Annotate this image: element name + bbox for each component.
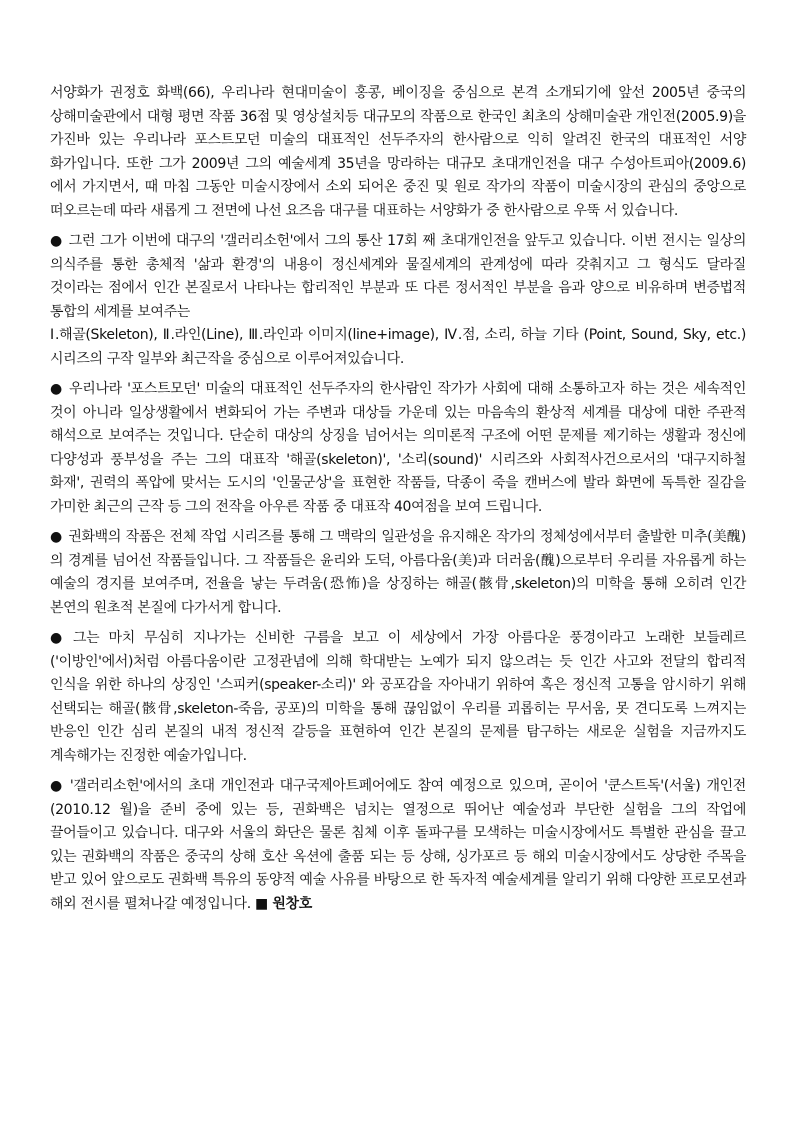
document-body	[50, 82, 746, 923]
bullet-icon: ●	[50, 630, 67, 646]
bullet-icon: ●	[50, 233, 63, 249]
paragraph-text: 그런 그가 이번에 대구의 '갤러리소헌'에서 그의 통산 17회 째 초대개인전을 앞두고 있습니다. 이번 전시는 일상의 의식주를 통한 총체적 '삶과 환경'의 내용이 정신세계와 물질세계의 관계성에 따라 갖춰지고 그 형식도 달라질 것이라는 점에서 인간 본질로서 나타나는 합리적인 부분과 또 다른 정서적인 부분을 음과 양으로 비유하며 변증법적 통합의 세계를 보여주는	[50, 233, 746, 320]
bullet-icon: ●	[50, 381, 64, 397]
paragraph-text: 서양화가 권정호 화백(66), 우리나라 현대미술이 홍콩, 베이징을 중심으로 본격 소개되기에 앞선 2005년 중국의 상해미술관에서 대형 평면 작품 36점 및 영상설치등 대규모의 작품으로 한국인 최초의 상해미술관 개인전(2005.9)을 가진바 있는 우리나라 포스트모던 미술의 대표적인 선두주자의 한사람으로 익히 알려진 한국의 대표적인 서양 화가입니다. 또한 그가 2009년 그의 예술세계 35년을 망라하는 대규모 초대개인전을 대구 수성아트피아(2009.6)에서 가지면서, 때 마침 그동안 미술시장에서 소외 되어온 중진 및 원로 작가의 작품이 미술시장의 관심의 중앙으로 떠오르는데 따라 새롭게 그 전면에 나선 요즈음 대구를 대표하는 서양화가 중 한사람으로 우뚝 서 있습니다.	[50, 85, 746, 219]
intro-paragraph	[50, 82, 746, 223]
baudelaire-paragraph	[50, 627, 746, 768]
exhibition-paragraph	[50, 230, 746, 371]
bullet-icon: ●	[50, 529, 63, 545]
paragraph-text: '갤러리소헌'에서의 초대 개인전과 대구국제아트페어에도 참여 예정으로 있으며, 곧이어 '쿤스트독'(서울) 개인전(2010.12 월)을 준비 중에 있는 등, 권화백은 넘치는 열정으로 뛰어난 예술성과 부단한 실험을 그의 작업에 끌어들이고 있습니다. 대구와 서울의 화단은 물론 침체 이후 돌파구를 모색하는 미술시장에서도 특별한 관심을 끌고 있는 권화백의 작품은 중국의 상해 호산 옥션에 출품 되는 등 상해, 싱가포르 등 해외 미술시장에서도 상당한 주목을 받고 있어 앞으로도 권화백 특유의 동양적 예술 사유를 바탕으로 한 독자적 예술세계를 알리기 위해 다양한 프로모션과 해외 전시를 펼쳐나갈 예정입니다.	[50, 778, 746, 912]
postmodern-paragraph	[50, 378, 746, 519]
series-list-text: Ⅰ.해골(Skeleton), Ⅱ.라인(Line), Ⅲ.라인과 이미지(line+image), Ⅳ.점, 소리, 하늘 기타 (Point, Sound, Sky, etc.)시리즈의 구작 일부와 최근작을 중심으로 이루어져있습니다.	[50, 327, 746, 367]
bullet-icon: ●	[50, 778, 64, 794]
author-signature: ■ 원창호	[254, 895, 312, 912]
aesthetics-paragraph	[50, 526, 746, 620]
paragraph-text: 우리나라 '포스트모던' 미술의 대표적인 선두주자의 한사람인 작가가 사회에 대해 소통하고자 하는 것은 세속적인 것이 아니라 일상생활에서 변화되어 가는 주변과 대상들 가운데 있는 마음속의 환상적 세계를 대상에 대한 주관적 해석으로 보여주는 것입니다. 단순히 대상의 상징을 넘어서는 의미론적 구조에 어떤 문제를 제기하는 생활과 정신에 다양성과 풍부성을 주는 그의 대표작 '해골(skeleton)', '소리(sound)' 시리즈와 사회적사건으로서의 '대구지하철 화재', 권력의 폭압에 맞서는 도시의 '인물군상'을 표현한 작품들, 닥종이 죽을 캔버스에 발라 화면에 독특한 질감을 가미한 최근의 근작 등 그의 전작을 아우른 작품 중 대표작 40여점을 보여 드립니다.	[50, 381, 746, 515]
paragraph-text: 권화백의 작품은 전체 작업 시리즈를 통해 그 맥락의 일관성을 유지해온 작가의 정체성에서부터 출발한 미추(美醜)의 경계를 넘어선 작품들입니다. 그 작품들은 윤리와 도덕, 아름다움(美)과 더러움(醜)으로부터 우리를 자유롭게 하는 예술의 경지를 보여주며, 전율을 낳는 두려움(恐怖)을 상징하는 해골(骸骨,skeleton)의 미학을 통해 오히려 인간 본연의 원초적 본질에 다가서게 합니다.	[50, 529, 746, 616]
paragraph-text: 그는 마치 무심히 지나가는 신비한 구름을 보고 이 세상에서 가장 아름다운 풍경이라고 노래한 보들레르('이방인'에서)처럼 아름다움이란 고정관념에 의해 학대받는 노예가 되지 않으려는 듯 인간 사고와 전달의 합리적 인식을 위한 하나의 상징인 '스피커(speaker-소리)' 와 공포감을 자아내기 위하여 혹은 정신적 고통을 암시하기 위해 선택되는 해골(骸骨,skeleton-죽음, 공포)의 미학을 통해 끊임없이 우리를 괴롭히는 무서움, 못 견디도록 느껴지는 반응인 인간 심리 본질의 내적 정신적 갈등을 표현하여 인간 본질의 문제를 탐구하는 새로운 실험을 지금까지도 계속해가는 진정한 예술가입니다.	[50, 630, 747, 764]
future-plans-paragraph	[50, 775, 746, 916]
